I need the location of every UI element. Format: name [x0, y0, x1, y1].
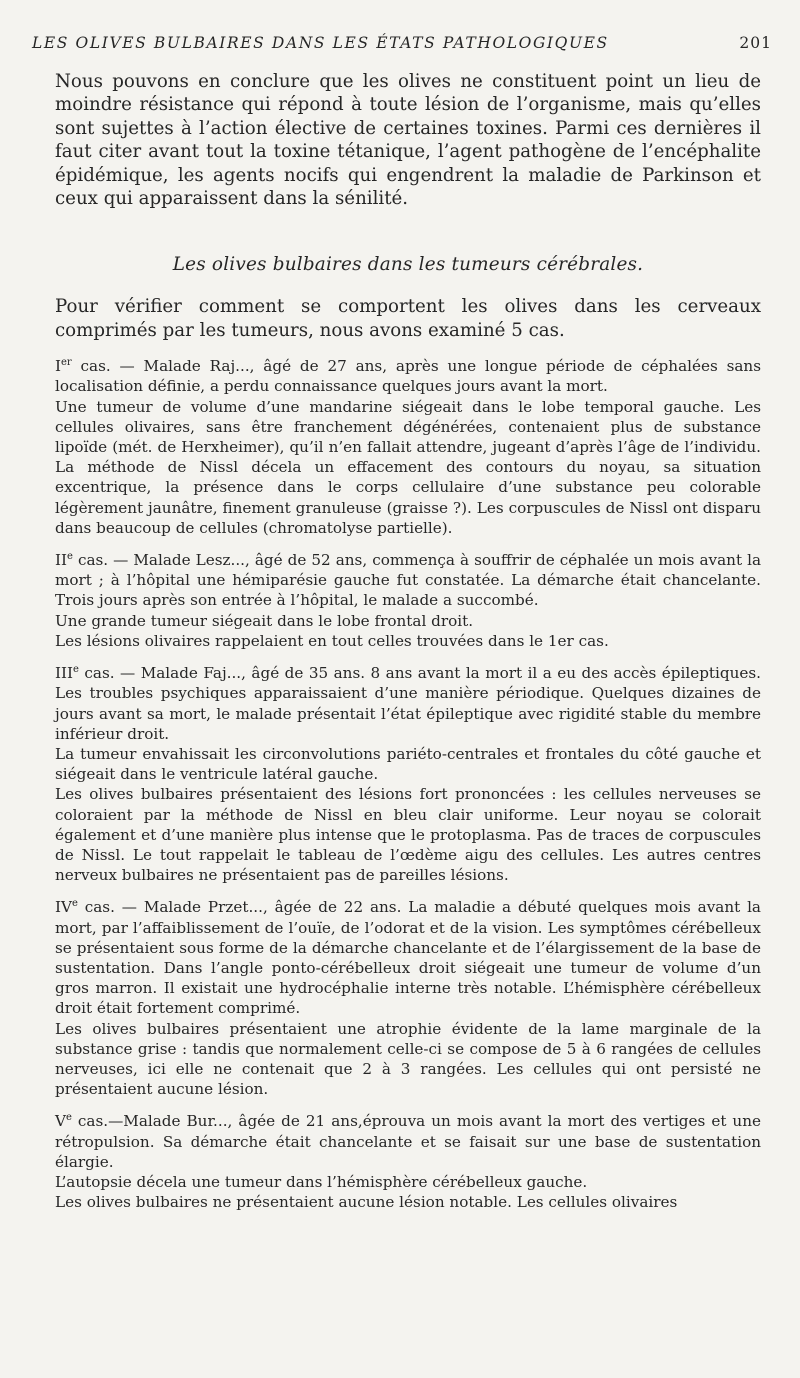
case-ordinal: IV: [55, 898, 72, 917]
case-3: [55, 663, 761, 885]
case-text: cas. — Malade Lesz..., âgé de 52 ans, commença à souffrir de céphalée un mois avant la mort ; à l’hôpital une hémiparésie gauche fut constatée. La démarche était chancelante. Trois jours après son entrée à l’hôpital, le malade a succombé.: [55, 551, 761, 610]
section-intro-paragraph: Pour vérifier comment se comportent les olives dans les cerveaux comprimés par les tumeurs, nous avons examiné 5 cas.: [55, 296, 761, 341]
body-text: [55, 70, 761, 1212]
case-paragraph: [55, 897, 761, 1018]
case-1: [55, 356, 761, 538]
case-4: [55, 897, 761, 1099]
case-paragraph: Une grande tumeur siégeait dans le lobe frontal droit.: [55, 611, 474, 630]
case-paragraph: L’autopsie décela une tumeur dans l’hémisphère cérébelleux gauche.: [55, 1172, 588, 1191]
case-ordinal-suffix: e: [71, 898, 78, 910]
case-paragraph: Les lésions olivaires rappelaient en tout celles trouvées dans le 1er cas.: [55, 631, 609, 650]
case-5: [55, 1111, 761, 1212]
case-ordinal: III: [55, 664, 73, 683]
case-paragraph: Les olives bulbaires ne présentaient aucune lésion notable. Les cellules olivaires: [55, 1193, 678, 1212]
running-title: LES OLIVES BULBAIRES DANS LES ÉTATS PATHOLOGIQUES: [32, 34, 609, 52]
case-text: cas. — Malade Faj..., âgé de 35 ans. 8 ans avant la mort il a eu des accès épileptiques. Les troubles psychiques apparaissaient d’une manière périodique. Quelques dizaines de jours avant sa mort, le malade présentait l’état épileptique avec rigidité stable du membre inférieur droit.: [55, 664, 761, 743]
page-number: 201: [739, 34, 772, 52]
case-ordinal: I: [55, 357, 61, 376]
section-title: Les olives bulbaires dans les tumeurs cérébrales.: [172, 254, 644, 276]
case-ordinal: II: [55, 551, 67, 570]
case-ordinal-suffix: er: [61, 357, 72, 369]
case-2: [55, 550, 761, 651]
case-ordinal-suffix: e: [67, 551, 73, 563]
case-paragraph: Les olives bulbaires présentaient des lésions fort prononcées : les cellules nerveuses se coloraient par la méthode de Nissl en bleu clair uniforme. Leur noyau se colorait également et d’une manière plus intense que le protoplasma. Pas de traces de corpuscules de Nissl. Le tout rappelait le tableau de l’œdème aigu des cellules. Les autres centres nerveux bulbaires ne présentaient pas de pareilles lésions.: [55, 785, 761, 885]
case-paragraph: [55, 1111, 761, 1172]
case-text: cas. — Malade Przet..., âgée de 22 ans. La maladie a débuté quelques mois avant la mort, par l’affaiblissement de l’ouïe, de l’odorat et de la vision. Les symptômes cérébelleux se présentaient sous forme de la démarche chancelante et de l’élargissement de la base de sustentation. Dans l’angle ponto-cérébelleux droit siégeait une tumeur de volume d’un gros marron. Il existait une hydrocéphalie interne très notable. L’hémisphère cérébelleux droit était fortement comprimé.: [55, 898, 761, 1018]
case-paragraph: Les olives bulbaires présentaient une atrophie évidente de la lame marginale de la substance grise : tandis que normalement celle-ci se compose de 5 à 6 rangées de cellules nerveuses, ici elle ne contenait que 2 à 3 rangées. Les cellules qui ont persisté ne présentaient aucune lésion.: [55, 1019, 761, 1099]
case-paragraph: [55, 550, 761, 611]
intro-paragraph: Nous pouvons en conclure que les olives ne constituent point un lieu de moindre résistance qui répond à toute lésion de l’organisme, mais qu’elles sont sujettes à l’action élective de certaines toxines. Parmi ces dernières il faut citer avant tout la toxine tétanique, l’agent pathogène de l’encéphalite épidémique, les agents nocifs qui engendrent la maladie de Parkinson et ceux qui apparaissent dans la sénilité.: [55, 71, 761, 210]
case-paragraph: [55, 356, 761, 396]
case-text: cas. — Malade Raj..., âgé de 27 ans, après une longue période de céphalées sans localisation définie, a perdu connaissance quelques jours avant la mort.: [55, 357, 761, 396]
case-ordinal: V: [55, 1112, 66, 1131]
case-text: cas.—Malade Bur..., âgée de 21 ans,éprouva un mois avant la mort des vertiges et une rétropulsion. Sa démarche était chancelante et se faisait sur une base de sustentation élargie.: [55, 1112, 761, 1171]
case-ordinal-suffix: e: [73, 664, 79, 676]
case-paragraph: Une tumeur de volume d’une mandarine siégeait dans le lobe temporal gauche. Les cellules olivaires, sans être franchement dégénérées, contenaient plus de substance lipoïde (mét. de Herxheimer), qu’il n’en fallait attendre, jugeant d’après l’âge de l’individu. La méthode de Nissl décela un effacement des contours du noyau, sa situation excentrique, la présence dans le corps cellulaire d’une substance peu colorable légèrement jaunâtre, finement granuleuse (graisse ?). Les corpuscules de Nissl ont disparu dans beaucoup de cellules (chromatolyse partielle).: [55, 397, 761, 537]
case-paragraph: [55, 663, 761, 744]
case-ordinal-suffix: e: [65, 1112, 72, 1124]
case-paragraph: La tumeur envahissait les circonvolutions pariéto-centrales et frontales du côté gauche et siégeait dans le ventricule latéral gauche.: [55, 744, 761, 784]
running-header: [32, 34, 772, 58]
